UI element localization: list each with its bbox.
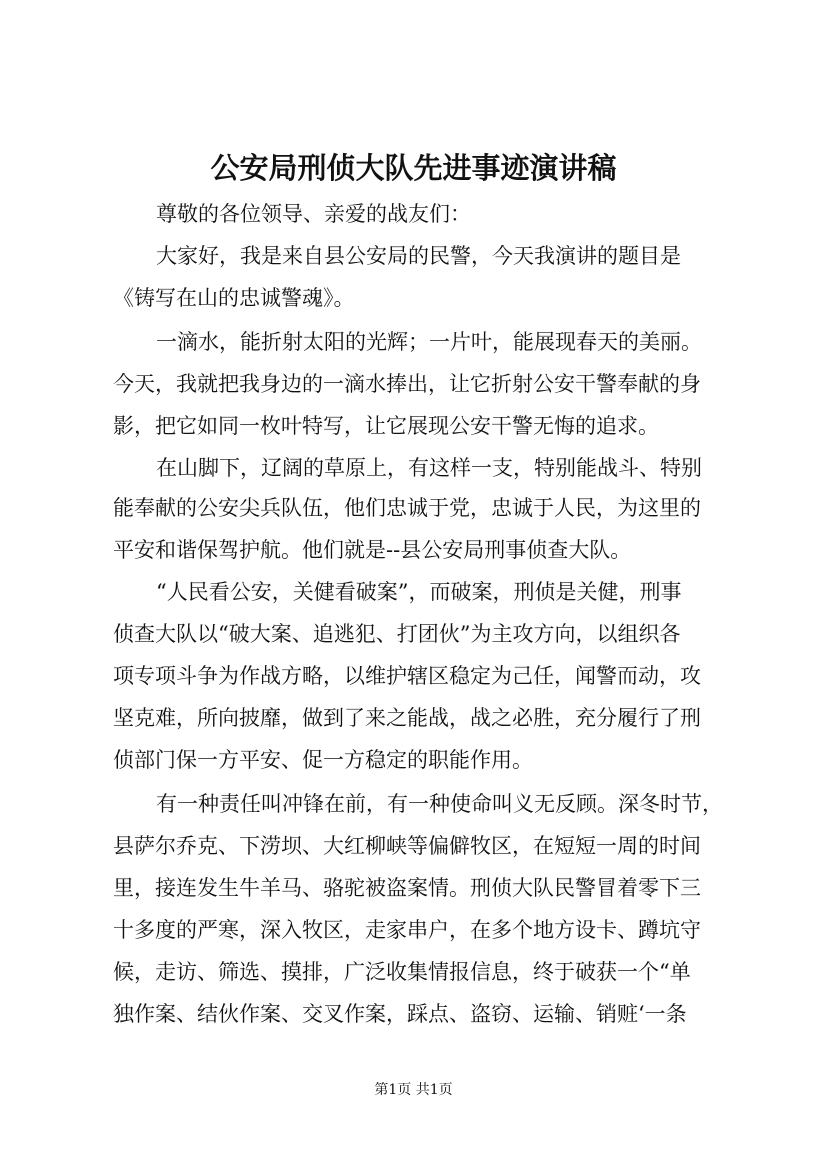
body-line: 独作案、结伙作案、交叉作案，踩点、盗窃、运输、销赃‘一条: [113, 1002, 687, 1026]
body-line: 今天，我就把我身边的一滴水捧出，让它折射公安干警奉献的身: [113, 372, 701, 396]
body-line: 有一种责任叫冲锋在前，有一种使命叫义无反顾。深冬时节，: [156, 792, 723, 816]
body-line: 在山脚下，辽阔的草原上，有这样一支，特别能战斗、特别: [156, 456, 702, 480]
body-line: 候，走访、筛选、摸排，广泛收集情报信息，终于破获一个“单: [113, 960, 691, 984]
salutation-line: 尊敬的各位领导、亲爱的战友们：: [156, 202, 471, 226]
body-line: “人民看公安，关健看破案”，而破案，刑侦是关健，刑事: [156, 580, 682, 604]
body-line: 坚克难，所向披靡，做到了来之能战，战之必胜，充分履行了刑: [113, 706, 701, 730]
body-line: 里，接连发生牛羊马、骆驼被盗案情。刑侦大队民警冒着零下三: [113, 876, 701, 900]
body-line: 大家好，我是来自县公安局的民警，今天我演讲的题目是: [156, 244, 681, 268]
body-line: 影，把它如同一枚叶特写，让它展现公安干警无悔的追求。: [113, 414, 659, 438]
body-line: 项专项斗争为作战方略，以维护辖区稳定为己任，闻警而动，攻: [113, 664, 701, 688]
body-line: 能奉献的公安尖兵队伍，他们忠诚于党，忠诚于人民，为这里的: [113, 496, 701, 520]
body-line: 平安和谐保驾护航。他们就是--县公安局刑事侦查大队。: [113, 538, 632, 562]
body-line: 县萨尔乔克、下涝坝、大红柳峡等偏僻牧区，在短短一周的时间: [113, 834, 701, 858]
body-line: 侦部门保一方平安、促一方稳定的职能作用。: [113, 748, 533, 772]
page-footer: 第1页 共1页: [374, 1082, 453, 1098]
body-line: 侦查大队以“破大案、追逃犯、打团伙”为主攻方向，以组织各: [113, 622, 681, 646]
page-title: 公安局刑侦大队先进事迹演讲稿: [210, 151, 617, 185]
body-line: 一滴水，能折射太阳的光辉；一片叶，能展现春天的美丽。: [156, 330, 702, 354]
body-line: 十多度的严寒，深入牧区，走家串户，在多个地方设卡、蹲坑守: [113, 918, 701, 942]
body-line: 《铸写在山的忠诚警魂》。: [113, 286, 355, 310]
